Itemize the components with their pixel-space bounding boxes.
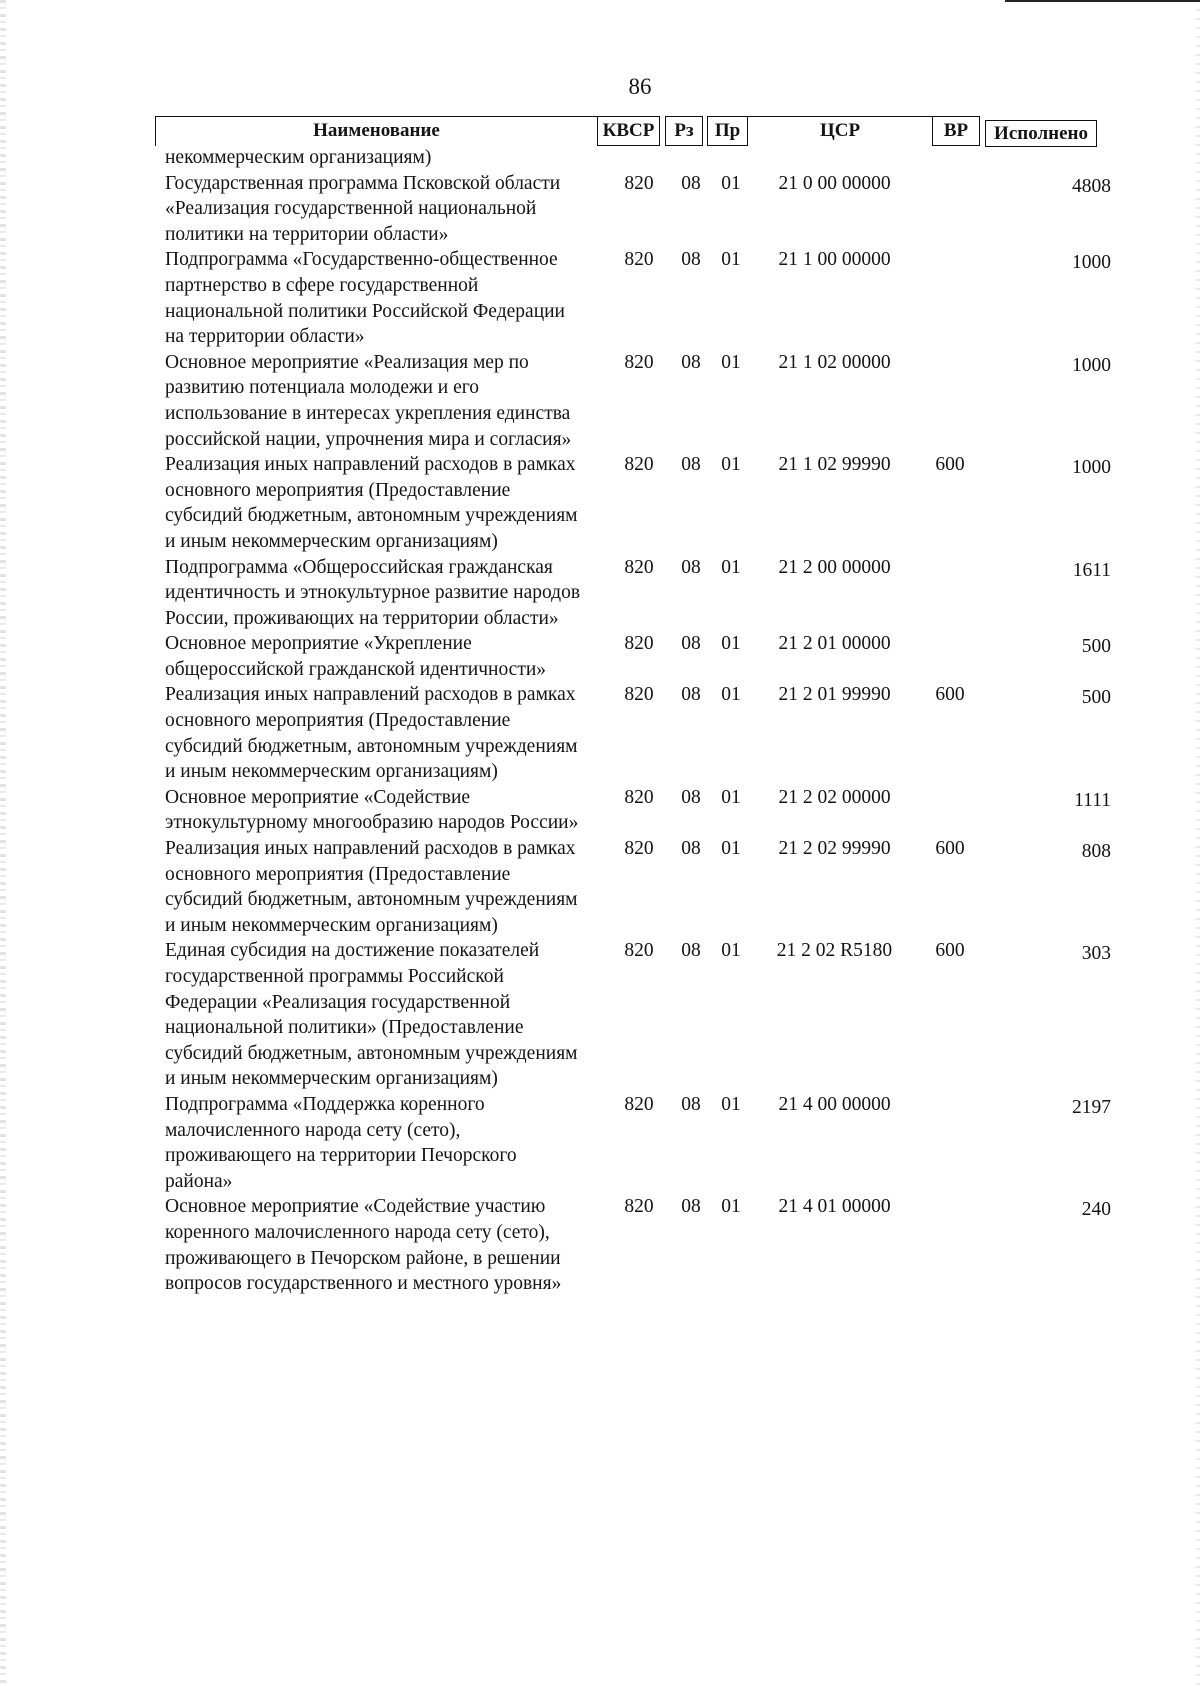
row-rz: 08 xyxy=(681,838,701,860)
header-executed: Исполнено xyxy=(985,120,1097,147)
table-header xyxy=(155,116,1095,148)
row-rz: 08 xyxy=(681,556,701,578)
table-row xyxy=(165,1194,1115,1296)
row-csr: 21 2 02 99990 xyxy=(778,838,891,860)
row-executed: 500 xyxy=(1081,687,1111,709)
row-pr: 01 xyxy=(721,786,741,808)
header-pr: Пр xyxy=(707,116,748,146)
row-executed: 1000 xyxy=(1072,354,1111,376)
row-name: Реализация иных направлений расходов в рамках основного мероприятия (Предоставление субсидий бюджетным, автономным учреждениям и иным некоммерческим организациям) xyxy=(165,684,578,783)
table-row xyxy=(165,171,1115,248)
row-rz: 08 xyxy=(681,454,701,476)
row-rz: 08 xyxy=(681,786,701,808)
row-name: Реализация иных направлений расходов в рамках основного мероприятия (Предоставление субсидий бюджетным, автономным учреждениям и иным некоммерческим организациям) xyxy=(165,454,578,552)
row-pr: 01 xyxy=(721,1196,741,1218)
row-executed: 303 xyxy=(1081,943,1111,965)
row-pr: 01 xyxy=(721,1093,741,1115)
row-kvsr: 820 xyxy=(624,556,654,578)
continuation-row xyxy=(165,145,1115,171)
row-executed: 808 xyxy=(1081,841,1111,863)
row-kvsr: 820 xyxy=(624,172,654,194)
row-pr: 01 xyxy=(721,940,741,962)
table-row xyxy=(165,631,1115,682)
row-kvsr: 820 xyxy=(624,1093,654,1115)
row-name: Основное мероприятие «Укрепление общероссийской гражданской идентичности» xyxy=(165,633,547,680)
row-rz: 08 xyxy=(681,633,701,655)
row-pr: 01 xyxy=(721,556,741,578)
row-executed: 1111 xyxy=(1074,789,1111,811)
table-row xyxy=(165,836,1115,938)
table-row xyxy=(165,938,1115,1092)
table-row xyxy=(165,452,1115,554)
row-pr: 01 xyxy=(721,172,741,194)
row-name: Основное мероприятие «Реализация мер по развитию потенциала молодежи и его использование в интересах укрепления единства российской нации, упрочнения мира и согласия» xyxy=(165,351,572,450)
row-rz: 08 xyxy=(681,1196,701,1218)
row-name: Основное мероприятие «Содействие этнокультурному многообразию народов России» xyxy=(165,786,579,834)
row-csr: 21 1 00 00000 xyxy=(778,249,891,271)
row-name: Подпрограмма «Государственно-общественное партнерство в сфере государственной национальной политики Российской Федерации на территории области» xyxy=(165,249,565,348)
row-kvsr: 820 xyxy=(624,1196,654,1218)
row-pr: 01 xyxy=(721,454,741,476)
row-vr: 600 xyxy=(935,940,965,962)
table-row xyxy=(165,1092,1115,1194)
row-csr: 21 4 00 00000 xyxy=(778,1093,891,1115)
row-kvsr: 820 xyxy=(624,838,654,860)
row-vr: 600 xyxy=(935,684,965,706)
row-rz: 08 xyxy=(681,1093,701,1115)
row-vr: 600 xyxy=(935,454,965,476)
row-pr: 01 xyxy=(721,633,741,655)
table-row xyxy=(165,350,1115,452)
row-name: Основное мероприятие «Содействие участию коренного малочисленного народа сету (сето), проживающего в Печорском районе, в решении вопросов государственного и местного уровня» xyxy=(165,1196,562,1295)
row-csr: 21 2 02 R5180 xyxy=(776,940,893,962)
row-executed: 1000 xyxy=(1072,457,1111,479)
row-executed: 1000 xyxy=(1072,252,1111,274)
row-pr: 01 xyxy=(721,351,741,373)
row-csr: 21 2 02 00000 xyxy=(778,786,891,808)
row-executed: 4808 xyxy=(1072,175,1111,197)
row-kvsr: 820 xyxy=(624,249,654,271)
row-kvsr: 820 xyxy=(624,633,654,655)
row-csr: 21 2 01 00000 xyxy=(778,633,891,655)
top-rule xyxy=(1005,0,1200,2)
table-row xyxy=(165,785,1115,836)
header-vr: ВР xyxy=(932,116,980,146)
row-csr: 21 1 02 00000 xyxy=(778,351,891,373)
header-csr: ЦСР xyxy=(748,116,932,146)
row-csr: 21 1 02 99990 xyxy=(778,454,891,476)
row-csr: 21 0 00 00000 xyxy=(778,172,891,194)
table-body xyxy=(165,145,1115,1297)
row-kvsr: 820 xyxy=(624,351,654,373)
row-rz: 08 xyxy=(681,940,701,962)
row-name: Подпрограмма «Поддержка коренного малочисленного народа сету (сето), проживающего на территории Печорского района» xyxy=(165,1093,517,1192)
row-rz: 08 xyxy=(681,249,701,271)
page-number: 86 xyxy=(628,74,652,99)
row-name: Подпрограмма «Общероссийская гражданская идентичность и этнокультурное развитие народов России, проживающих на территории области» xyxy=(165,556,581,629)
row-name: Реализация иных направлений расходов в рамках основного мероприятия (Предоставление субсидий бюджетным, автономным учреждениям и иным некоммерческим организациям) xyxy=(165,838,578,936)
scan-edge-left xyxy=(0,0,6,1686)
row-vr: 600 xyxy=(935,838,965,860)
row-executed: 240 xyxy=(1081,1199,1111,1221)
header-rz: Рз xyxy=(665,116,703,146)
scan-edge-right xyxy=(1196,0,1200,1686)
row-name: Единая субсидия на достижение показателей государственной программы Российской Федерации «Реализация государственной национальной политики» (Предоставление субсидий бюджетным, автономным учреждениям и иным некоммерческим организациям) xyxy=(165,940,578,1090)
row-kvsr: 820 xyxy=(624,454,654,476)
table-row xyxy=(165,555,1115,632)
header-name: Наименование xyxy=(155,116,597,146)
header-kvsr: КВСР xyxy=(597,116,660,146)
row-kvsr: 820 xyxy=(624,940,654,962)
row-csr: 21 4 01 00000 xyxy=(778,1196,891,1218)
table-row xyxy=(165,247,1115,349)
row-kvsr: 820 xyxy=(624,684,654,706)
row-pr: 01 xyxy=(721,684,741,706)
row-csr: 21 2 00 00000 xyxy=(778,556,891,578)
row-rz: 08 xyxy=(681,351,701,373)
row-executed: 2197 xyxy=(1072,1096,1111,1118)
row-name: Государственная программа Псковской области «Реализация государственной национальной политики на территории области» xyxy=(165,172,561,245)
row-rz: 08 xyxy=(681,172,701,194)
row-csr: 21 2 01 99990 xyxy=(778,684,891,706)
row-rz: 08 xyxy=(681,684,701,706)
row-executed: 500 xyxy=(1081,636,1111,658)
continuation-text: некоммерческим организациям) xyxy=(165,147,432,168)
row-pr: 01 xyxy=(721,838,741,860)
row-kvsr: 820 xyxy=(624,786,654,808)
row-executed: 1611 xyxy=(1072,559,1111,581)
row-pr: 01 xyxy=(721,249,741,271)
table-row xyxy=(165,682,1115,784)
